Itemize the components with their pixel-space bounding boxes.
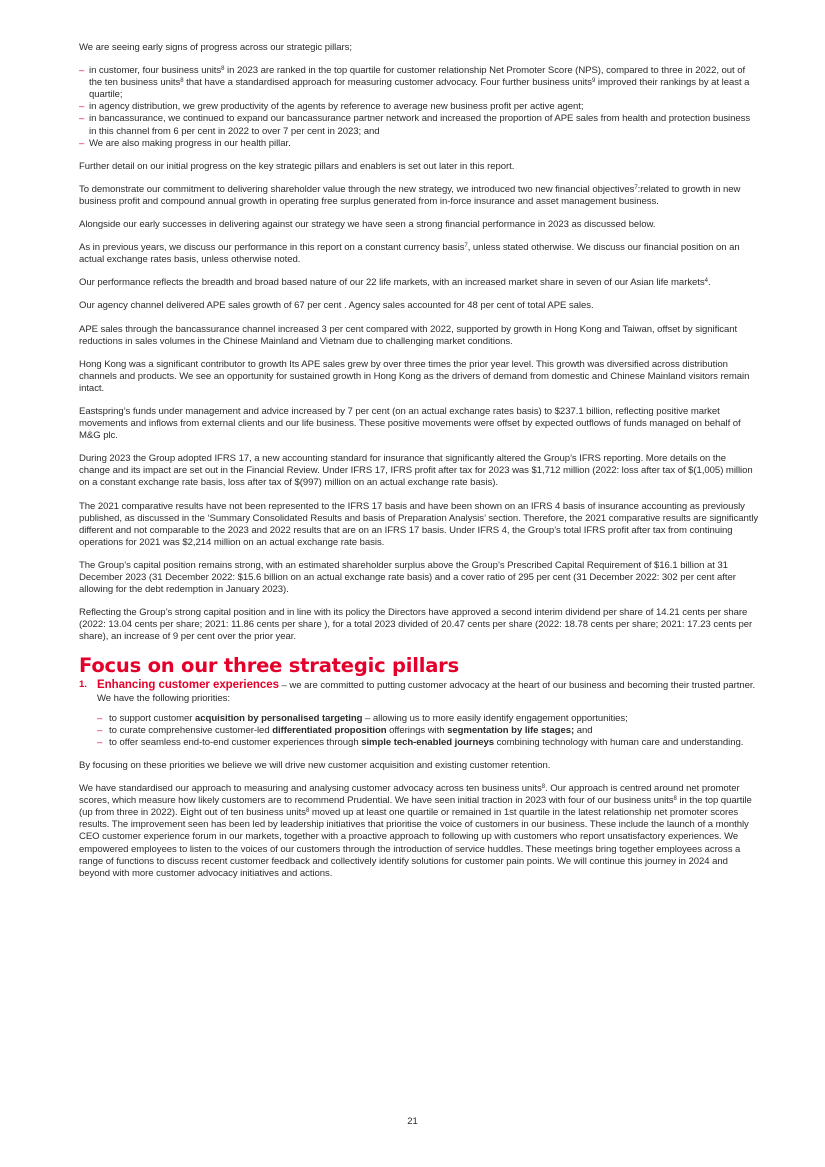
progress-item-agency: – in agency distribution, we grew productivity of the agents by reference to average new business profit per active agent; bbox=[79, 101, 759, 113]
progress-item-health: – We are also making progress in our health pillar. bbox=[79, 138, 759, 150]
progress-list bbox=[79, 65, 759, 150]
paragraph-dividend: Reflecting the Group’s strong capital position and in line with its policy the Directors have approved a second interim dividend per share of 14.21 cents per share (2022: 13.04 cents per share; 2021: 11.86 cents per share ), for a total 2023 divided of 20.47 cents per share (2022: 18.78 cents per share; 2021: 17.23 cents per share), an increase of 9 per cent over the prior year. bbox=[79, 607, 753, 643]
paragraph-financial-objectives: To demonstrate our commitment to delivering shareholder value through the new strategy, we introduced two new financial objectives$^7$:related to growth in new business profit and compound annual growth in operating free surplus generated from in-force insurance and asset management business. bbox=[79, 183, 741, 207]
page-content bbox=[79, 42, 759, 891]
paragraph-customer-advocacy: We have standardised our approach to measuring and analysing customer advocacy across ten business units$^8$. Our approach is centred around net promoter scores, which measure how likely customers are to recommend Prudential. We have seen initial traction in 2023 with four of our business units$^8$ in the top quartile (up from three in 2022). Eight out of ten business units$^8$ moved up at least one quartile or remained in 1st quartile in the latest relationship net promoter scores results. The improvement seen has been led by leadership initiatives that prioritise the voice of customers in our business. These include the launch of a monthly CEO customer experience forum in our markets, together with a proactive approach to following up with customers who report unsatisfactory experiences. We empowered employees to listen to the voices of our customers through the introduction of service huddles. These meetings bring together employees across a range of functions to discuss recent customer feedback and collectively identify solutions for customer pain points. We will continue this journey in 2024 and beyond with more customer advocacy initiatives and actions. bbox=[79, 783, 752, 879]
priority-item-proposition: – to curate comprehensive customer-led differentiated proposition offerings with segmentation by life stages; and bbox=[97, 725, 759, 737]
progress-item-bancassurance: – in bancassurance, we continued to expand our bancassurance partner network and increased the proportion of APE sales from health and protection business in this channel from 6 per cent in 2022 to over 7 per cent in 2023; and bbox=[79, 113, 759, 137]
progress-item-customer: – in customer, four business units$^8$ in 2023 are ranked in the top quartile for customer relationship Net Promoter Score (NPS), compared to three in 2022, out of the ten business units$^8$ that have a standardised approach for measuring customer advocacy. Four further business units$^9$ improved their rankings by at least a quartile; bbox=[79, 65, 759, 101]
pillar-title: Enhancing customer experiences bbox=[97, 679, 279, 692]
paragraph-2021-comparative: The 2021 comparative results have not been represented to the IFRS 17 basis and have been shown on an IFRS 4 basis of insurance accounting as previously published, as discussed in the ‘Summary Consolidated Results and basis of Preparation Analysis’ section. Therefore, the 2021 comparative results are significantly different and not comparable to the 2023 and 2022 results that are on an IFRS 17 basis. Under IFRS 4, the Group’s total IFRS profit after tax from continuing operations for 2021 was $2,214 million on an actual exchange rate basis. bbox=[79, 500, 759, 548]
paragraph-capital-position: The Group’s capital position remains strong, with an estimated shareholder surplus above the Group’s Prescribed Capital Requirement of $16.1 billion at 31 December 2023 (31 December 2022: $15.6 billion on an actual exchange rate basis) and a cover ratio of 295 per cent (31 December 2022: 302 per cent after allowing for the debt redemption in January 2023). bbox=[79, 559, 736, 596]
section-heading: Focus on our three strategic pillars bbox=[79, 654, 460, 678]
paragraph-constant-currency: As in previous years, we discuss our performance in this report on a constant currency basis$^7$, unless stated otherwise. We discuss our financial position on an actual exchange rates basis, unless otherwise noted. bbox=[79, 242, 740, 266]
page-number: 21 bbox=[407, 1116, 418, 1127]
pillar-number: 1. bbox=[79, 679, 87, 691]
pillar-customer-experiences bbox=[79, 679, 759, 704]
paragraph-hong-kong: Hong Kong was a significant contributor to growth Its APE sales grew by over three times the prior year level. This growth was diversified across distribution channels and products. We see an opportunity for sustained growth in Hong Kong as the drivers of demand from domestic and Chinese Mainland visitors remain intact. bbox=[79, 358, 750, 394]
paragraph-ifrs17: During 2023 the Group adopted IFRS 17, a new accounting standard for insurance that significantly altered the Group’s IFRS reporting. More details on the change and its impact are set out in the Financial Review. Under IFRS 17, IFRS profit after tax for 2023 was $1,712 million (2022: loss after tax of $(1,005) million on a constant exchange rate basis, loss after tax of $(997) million on an actual exchange rate basis). bbox=[79, 453, 753, 489]
priority-item-journeys: – to offer seamless end-to-end customer experiences through simple tech-enabled journeys combining technology with human care and understanding. bbox=[97, 737, 759, 749]
paragraph-priorities-focus: By focusing on these priorities we believe we will drive new customer acquisition and existing customer retention. bbox=[79, 759, 551, 771]
priority-item-acquisition: – to support customer acquisition by personalised targeting – allowing us to more easily identify engagement opportunities; bbox=[97, 713, 759, 725]
paragraph-agency-channel: Our agency channel delivered APE sales growth of 67 per cent . Agency sales accounted for 48 per cent of total APE sales. bbox=[79, 300, 594, 312]
intro-paragraph: We are seeing early signs of progress across our strategic pillars; bbox=[79, 42, 352, 53]
paragraph-market-breadth: Our performance reflects the breadth and broad based nature of our 22 life markets, with an increased market share in seven of our Asian life markets$^4$. bbox=[79, 277, 711, 289]
paragraph-further-detail: Further detail on our initial progress on the key strategic pillars and enablers is set out later in this report. bbox=[79, 160, 515, 172]
paragraph-financial-performance: Alongside our early successes in delivering against our strategy we have seen a strong financial performance in 2023 as discussed below. bbox=[79, 219, 656, 231]
paragraph-eastspring: Eastspring’s funds under management and advice increased by 7 per cent (on an actual exchange rates basis) to $237.1 billion, reflecting positive market movements and inflows from external clients and our life business. These positive movements were offset by expected outflows of funds managed on behalf of M&G plc. bbox=[79, 405, 741, 442]
pillar-text: – we are committed to putting customer advocacy at the heart of our business and becoming their trusted partner. We have the following priorities: bbox=[97, 680, 756, 704]
priorities-list bbox=[97, 713, 759, 749]
paragraph-bancassurance: APE sales through the bancassurance channel increased 3 per cent compared with 2022, supported by growth in Hong Kong and Taiwan, offset by significant reductions in sales volumes in the Chinese Mainland and Vietnam due to challenging market conditions. bbox=[79, 323, 738, 347]
